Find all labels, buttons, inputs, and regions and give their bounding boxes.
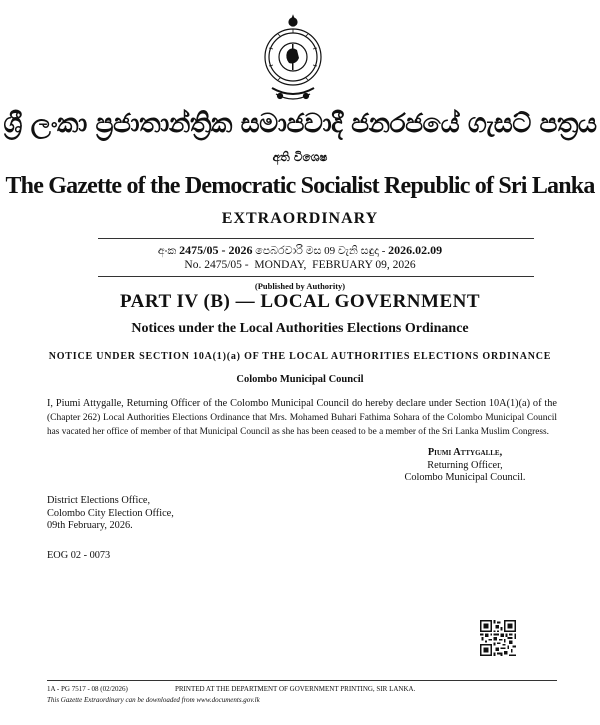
signatory-title: Returning Officer,: [427, 459, 503, 471]
printer-note: PRINTED AT THE DEPARTMENT OF GOVERNMENT PRINTING, SIR LANKA.: [175, 685, 416, 693]
signatory-name: Piumi Attygalle,: [427, 447, 503, 458]
qr-code-icon: [480, 620, 516, 656]
national-emblem-icon: [258, 10, 328, 105]
notice-body-line: I, Piumi Attygalle, Returning Officer of the Colombo Municipal Council do hereby declare under Section 10A(1)(a) of the: [47, 398, 557, 409]
reference-number: EOG 02 - 0073: [47, 550, 111, 561]
issue-number-sinhala: 2475/05 - 2026: [179, 243, 253, 257]
signature-block: [380, 447, 550, 485]
notice-section-heading: NOTICE UNDER SECTION 10A(1)(a) OF THE LOCAL AUTHORITIES ELECTIONS ORDINANCE: [48, 351, 552, 362]
gazette-title: The Gazette of the Democratic Socialist Republic of Sri Lanka: [5, 173, 595, 199]
notice-body-line: (Chapter 262) Local Authorities Elections Ordinance that Mrs. Mohamed Buhari Fathima Sohara of the Colombo Municipal Council: [47, 413, 557, 423]
sinhala-extraordinary-label: අති විශෙෂ: [272, 150, 328, 164]
sinhala-gazette-title: ශ්‍රී ලංකා ප්‍රජාතාන්ත්‍රික සමාජවාදී ජනරජයේ ගැසට් පත්‍රය: [3, 108, 597, 139]
issue-line-sinhala: [0, 243, 600, 258]
issue-prefix-sinhala: අංක: [157, 245, 180, 257]
council-heading: Colombo Municipal Council: [236, 374, 364, 385]
masthead-divider-top: [98, 238, 534, 239]
notices-heading: Notices under the Local Authorities Elections Ordinance: [131, 321, 469, 336]
footer-divider: [47, 680, 557, 681]
notice-date: 09th February, 2026.: [47, 520, 133, 531]
extraordinary-label: EXTRAORDINARY: [221, 210, 379, 227]
published-by-authority: (Published by Authority): [254, 281, 346, 291]
masthead-divider-bottom: [98, 276, 534, 277]
notice-body: [47, 397, 557, 439]
office-line: Colombo City Election Office,: [47, 507, 174, 519]
office-address: [47, 495, 174, 533]
office-line: District Elections Office,: [47, 495, 151, 506]
part-title: PART IV (B) — LOCAL GOVERNMENT: [119, 291, 481, 312]
download-note: This Gazette Extraordinary can be downloaded from www.documents.gov.lk: [47, 696, 260, 704]
signatory-council: Colombo Municipal Council.: [404, 472, 526, 483]
issue-iso-date: 2026.02.09: [388, 243, 443, 257]
issue-line-english: No. 2475/05 - MONDAY, FEBRUARY 09, 2026: [184, 259, 416, 271]
print-code: 1A - PG 7517 - 08 (02/2026): [47, 685, 128, 693]
issue-date-sinhala: පෙබරවාරි මස 09 වැනි සඳුදා -: [252, 245, 389, 257]
notice-body-line: has vacated her office of member of that Municipal Council as she has been ceased to be a member of the Sri Lanka Muslim Congress.: [47, 427, 549, 437]
